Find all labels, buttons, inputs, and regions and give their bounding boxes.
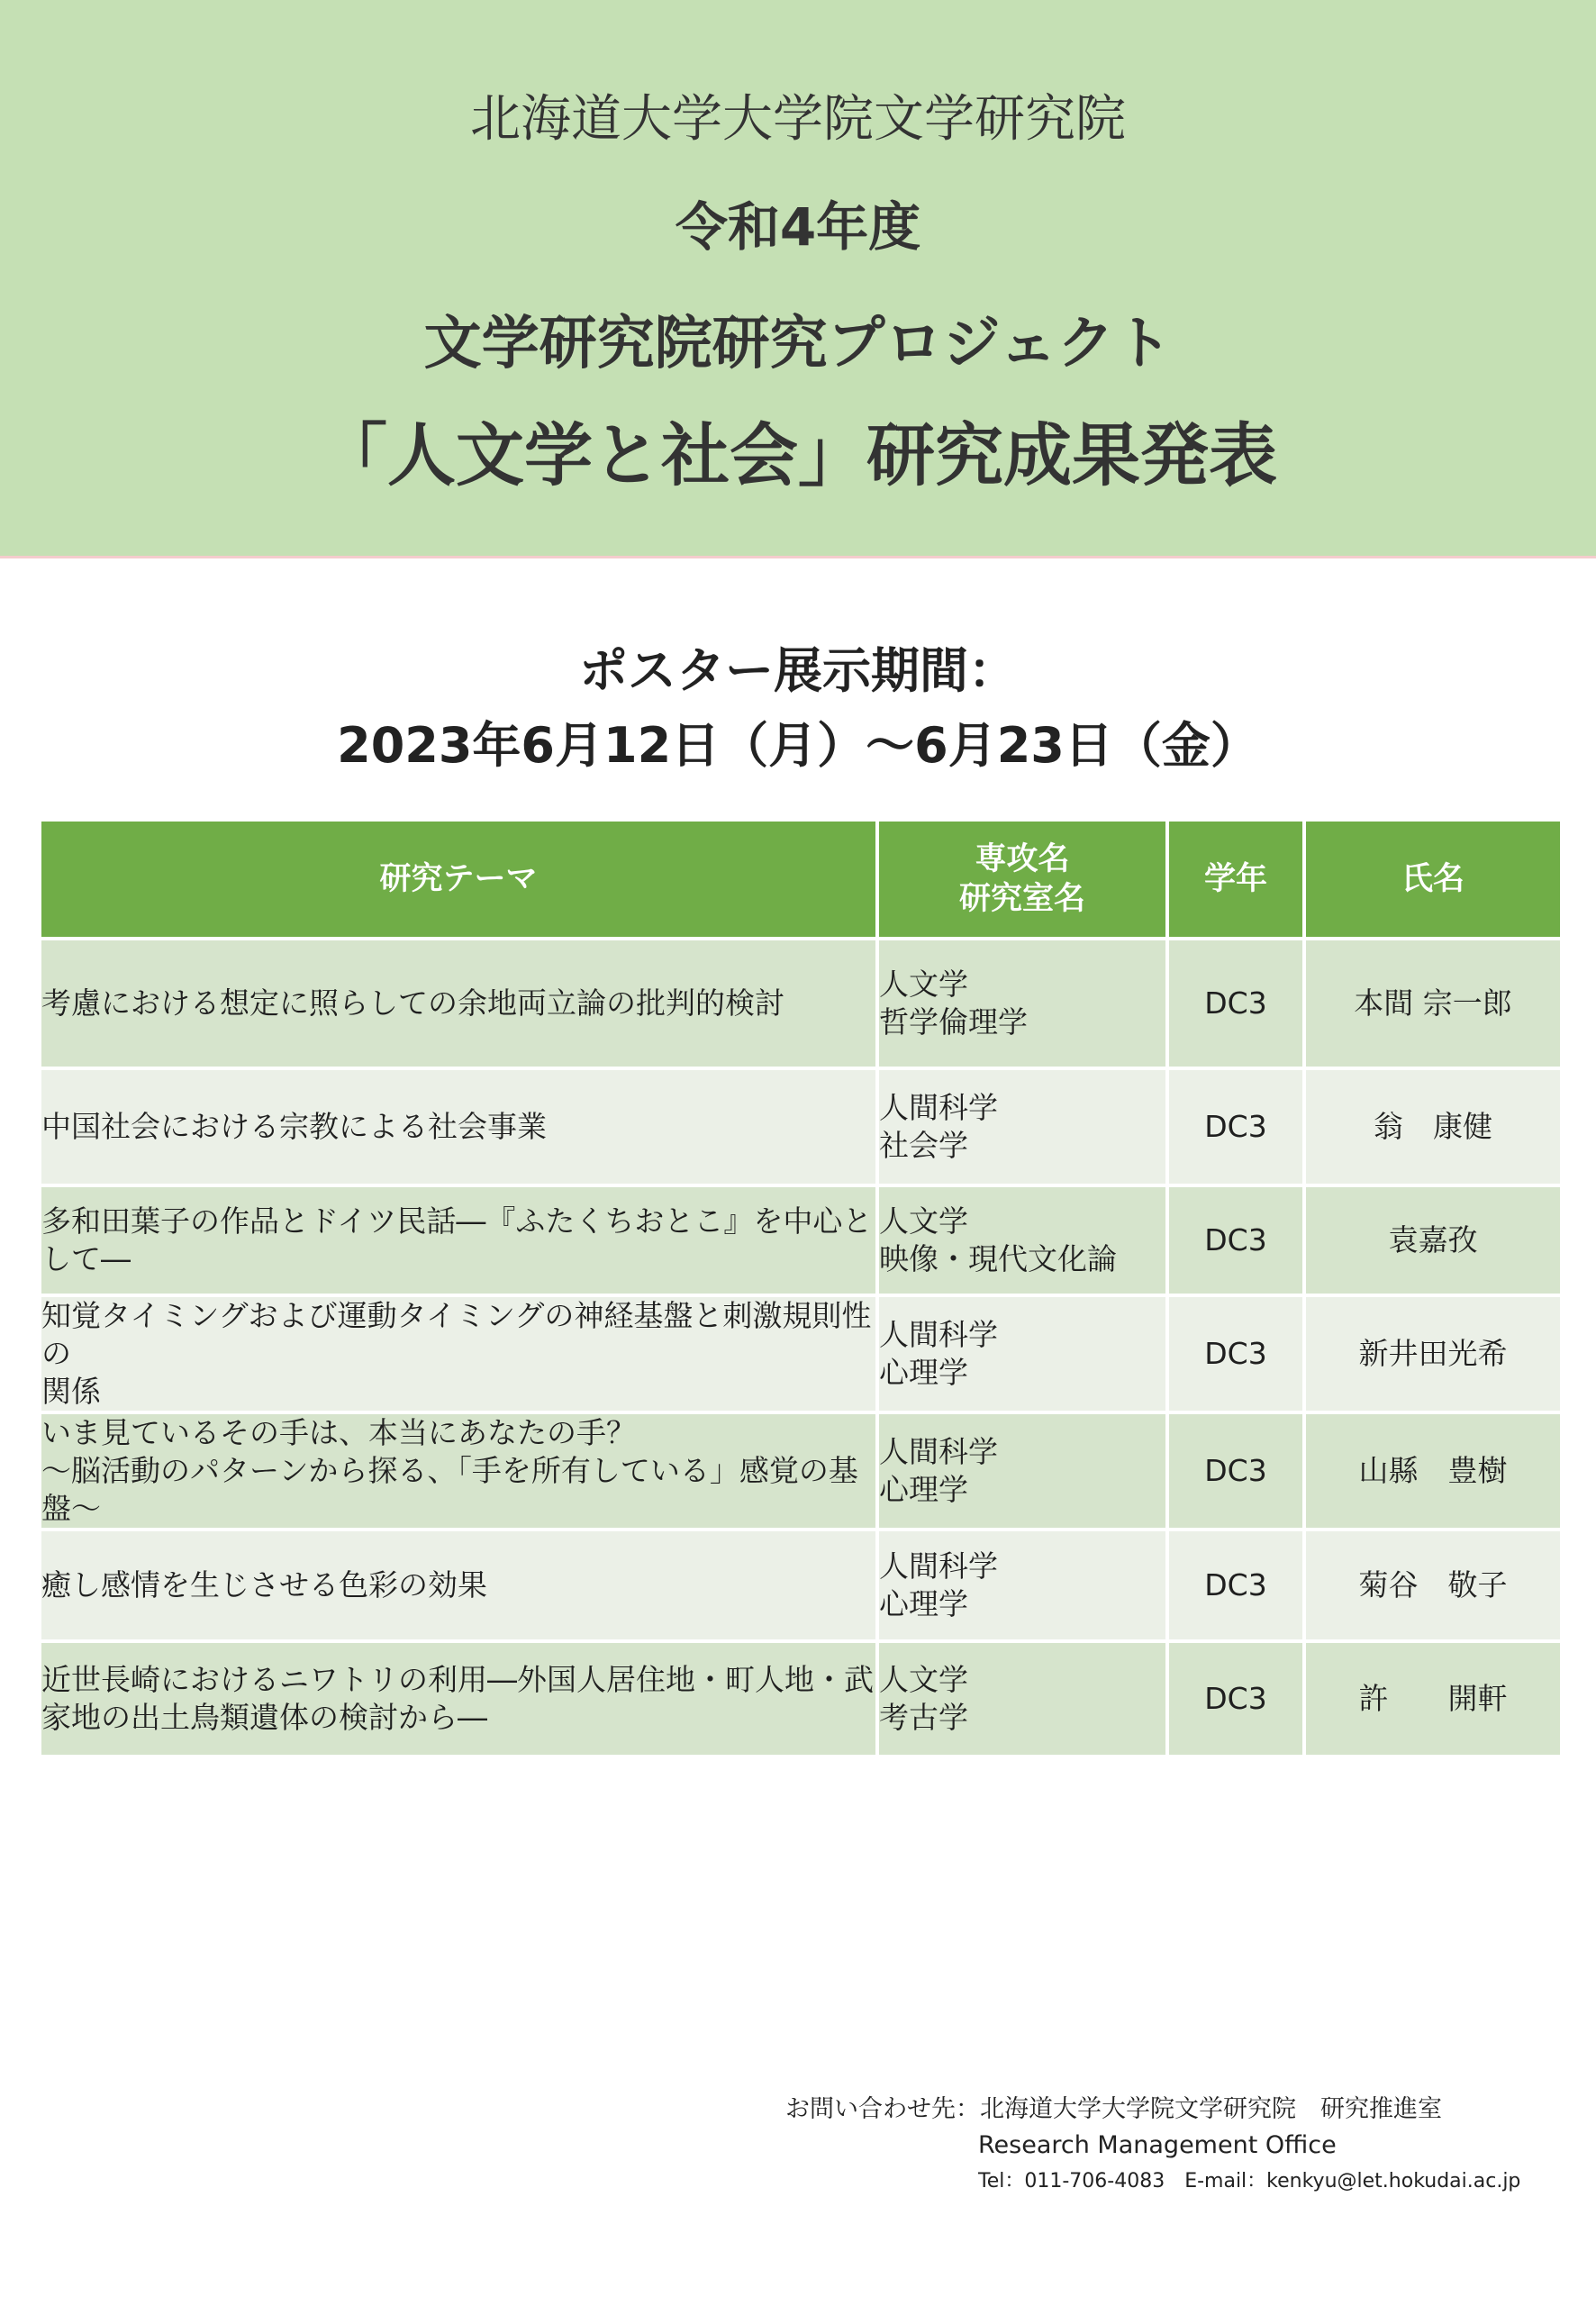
lab-name: 心理学 bbox=[879, 1472, 968, 1507]
table-row bbox=[41, 1531, 1560, 1639]
theme-line1: 中国社会における宗教による社会事業 bbox=[41, 1109, 547, 1144]
header-major-line1: 専攻名 bbox=[975, 841, 1070, 877]
year-cell: DC3 bbox=[1169, 1414, 1302, 1528]
major-name: 人文学 bbox=[879, 967, 968, 1002]
year-cell: DC3 bbox=[1169, 1297, 1302, 1411]
fiscal-year: 令和4年度 bbox=[675, 196, 921, 258]
major-cell bbox=[879, 1643, 1165, 1755]
theme-line2: 家地の出土鳥類遺体の検討から― bbox=[41, 1700, 487, 1735]
lab-name: 映像・現代文化論 bbox=[879, 1241, 1117, 1276]
table-row bbox=[41, 1070, 1560, 1184]
name-cell: 袁嘉孜 bbox=[1306, 1187, 1560, 1294]
major-name: 人間科学 bbox=[879, 1548, 998, 1584]
theme-line1: 考慮における想定に照らしての余地両立論の批判的検討 bbox=[41, 985, 784, 1021]
theme-cell bbox=[41, 940, 875, 1067]
contact-details: Tel：011-706-4083 E-mail：kenkyu@let.hokudai.ac.jp bbox=[978, 2170, 1521, 2193]
theme-line1: 多和田葉子の作品とドイツ民話―『ふたくちおとこ』を中心として― bbox=[41, 1203, 873, 1276]
exhibition-period-label: ポスター展示期間： bbox=[579, 642, 1017, 699]
name-cell: 本間 宗一郎 bbox=[1306, 940, 1560, 1067]
theme-cell bbox=[41, 1187, 875, 1294]
name-cell: 翁 康健 bbox=[1306, 1070, 1560, 1184]
theme-cell bbox=[41, 1297, 875, 1411]
table-row bbox=[41, 1414, 1560, 1528]
major-cell bbox=[879, 1414, 1165, 1528]
research-table bbox=[38, 818, 1564, 1758]
theme-cell bbox=[41, 1531, 875, 1639]
lab-name: 考古学 bbox=[879, 1700, 968, 1735]
lab-name: 心理学 bbox=[879, 1586, 968, 1621]
table-row bbox=[41, 1187, 1560, 1294]
header-year: 学年 bbox=[1169, 822, 1302, 937]
major-cell bbox=[879, 1531, 1165, 1639]
name-cell: 新井田光希 bbox=[1306, 1297, 1560, 1411]
major-name: 人文学 bbox=[879, 1662, 968, 1697]
name-cell: 許 開軒 bbox=[1306, 1643, 1560, 1755]
major-cell bbox=[879, 1070, 1165, 1184]
table-row bbox=[41, 940, 1560, 1067]
major-name: 人間科学 bbox=[879, 1434, 998, 1469]
header-major bbox=[879, 822, 1165, 937]
major-cell bbox=[879, 940, 1165, 1067]
theme-cell bbox=[41, 1070, 875, 1184]
theme-cell bbox=[41, 1414, 875, 1528]
major-cell bbox=[879, 1187, 1165, 1294]
table-row bbox=[41, 1643, 1560, 1755]
contact-info bbox=[785, 2092, 1520, 2200]
major-name: 人間科学 bbox=[879, 1090, 998, 1125]
contact-label: お問い合わせ先：北海道大学大学院文学研究院 研究推進室 bbox=[785, 2095, 1442, 2123]
name-cell: 菊谷 敬子 bbox=[1306, 1531, 1560, 1639]
page-title: 「人文学と社会」研究成果発表 bbox=[319, 415, 1277, 495]
year-cell: DC3 bbox=[1169, 1643, 1302, 1755]
theme-line1: 知覚タイミングおよび運動タイミングの神経基盤と刺激規則性の bbox=[41, 1298, 872, 1371]
theme-line1: いま見ているその手は、本当にあなたの手？ bbox=[41, 1415, 636, 1450]
header-major-line2: 研究室名 bbox=[958, 881, 1085, 917]
header-name: 氏名 bbox=[1306, 822, 1560, 937]
major-name: 人文学 bbox=[879, 1203, 968, 1239]
theme-cell bbox=[41, 1643, 875, 1755]
year-cell: DC3 bbox=[1169, 1531, 1302, 1639]
year-cell: DC3 bbox=[1169, 1070, 1302, 1184]
name-cell: 山縣 豊樹 bbox=[1306, 1414, 1560, 1528]
theme-line1: 癒し感情を生じさせる色彩の効果 bbox=[41, 1567, 487, 1602]
lab-name: 心理学 bbox=[879, 1355, 968, 1390]
theme-line1: 近世長崎におけるニワトリの利用―外国人居住地・町人地・武 bbox=[41, 1662, 874, 1697]
contact-office: Research Management Office bbox=[978, 2131, 1337, 2159]
project-name: 文学研究院研究プロジェクト bbox=[423, 311, 1173, 377]
major-cell bbox=[879, 1297, 1165, 1411]
year-cell: DC3 bbox=[1169, 940, 1302, 1067]
theme-line2: ～脳活動のパターンから探る、「手を所有している」感覚の基盤～ bbox=[41, 1453, 858, 1526]
header-banner bbox=[0, 0, 1596, 558]
major-name: 人間科学 bbox=[879, 1317, 998, 1352]
exhibition-period-dates: 2023年6月12日（月）～6月23日（金） bbox=[337, 717, 1259, 774]
year-cell: DC3 bbox=[1169, 1187, 1302, 1294]
table-row bbox=[41, 1297, 1560, 1411]
lab-name: 哲学倫理学 bbox=[879, 1004, 1028, 1040]
organization-name: 北海道大学大学院文学研究院 bbox=[470, 90, 1126, 149]
table-header-row bbox=[41, 822, 1560, 937]
theme-line2: 関係 bbox=[41, 1374, 101, 1409]
lab-name: 社会学 bbox=[879, 1128, 968, 1163]
header-theme: 研究テーマ bbox=[41, 822, 875, 937]
